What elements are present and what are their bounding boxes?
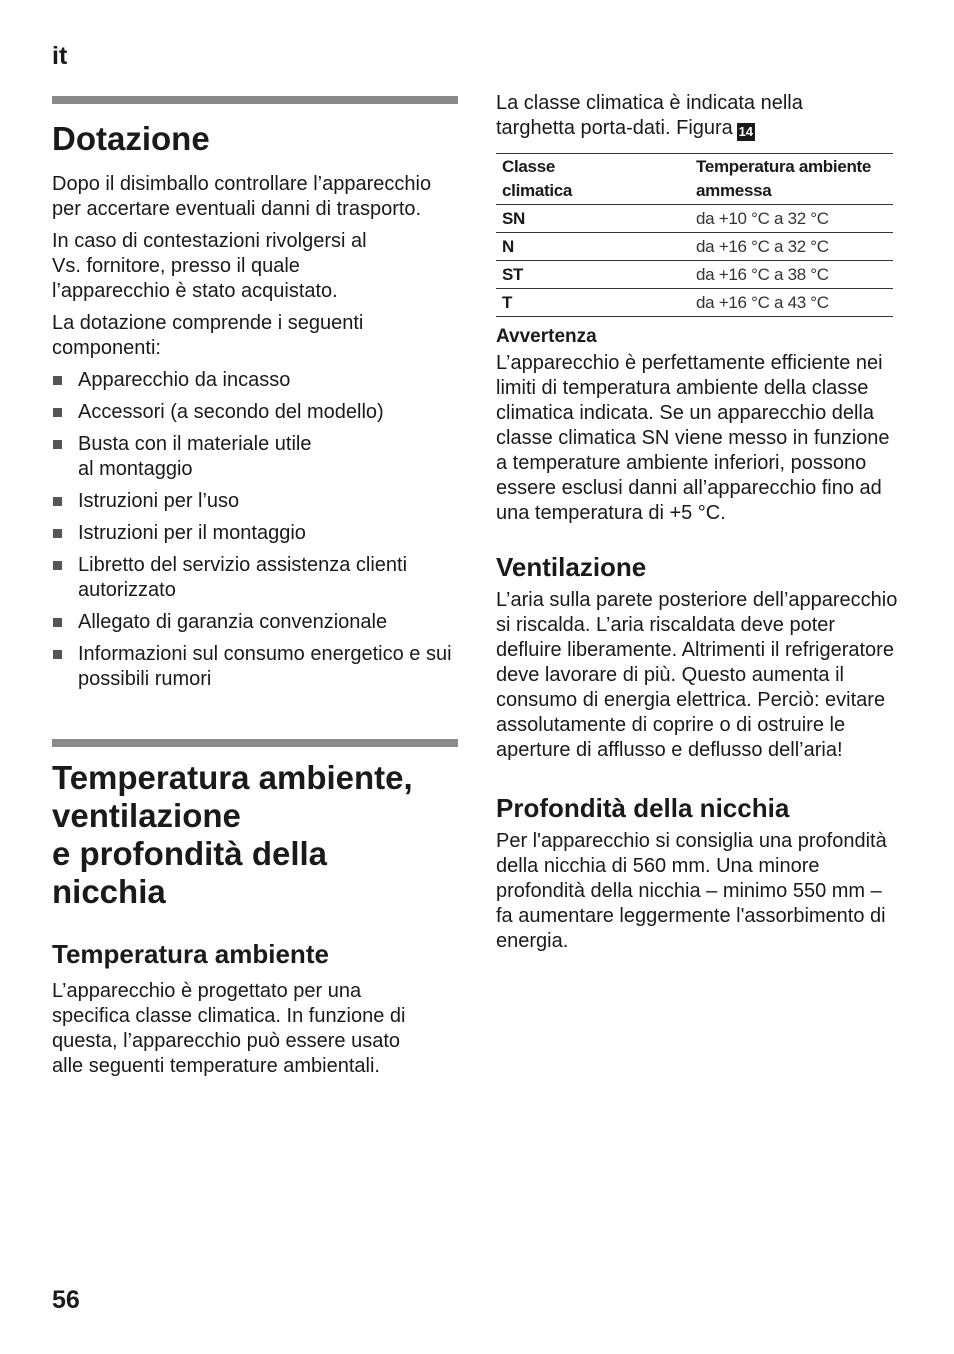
list-item: Busta con il materiale utile al montaggio bbox=[52, 432, 328, 482]
list-item: Accessori (a secondo del modello) bbox=[52, 400, 458, 425]
list-item: Apparecchio da incasso bbox=[52, 368, 458, 393]
bullet-icon bbox=[53, 376, 62, 385]
table-row bbox=[496, 233, 893, 261]
ventilazione-text: L’aria sulla parete posteriore dell’apparecchio si riscalda. L’aria riscaldata deve poter defluire liberamente. Altrimenti il refrigeratore deve lavorare di più. Questo aumenta il consumo di energia elettrica. Perciò: evitare assolutamente di coprire o di ostruire le aperture di afflusso e deflusso dell’aria! bbox=[496, 589, 898, 761]
profondita-title: Profondità della nicchia bbox=[496, 793, 790, 823]
climate-class-cell: SN bbox=[496, 205, 690, 233]
climate-class-cell: N bbox=[496, 233, 690, 261]
temperature-range-cell: da +16 °C a 32 °C bbox=[690, 233, 893, 261]
page-number: 56 bbox=[52, 1286, 80, 1314]
list-item: Istruzioni per il montaggio bbox=[52, 521, 458, 546]
note-text: L’apparecchio è perfettamente efficiente nei limiti di temperatura ambiente della classe climatica indicata. Se un apparecchio della classe climatica SN viene messo in funzione a temperature ambiente inferiori, possono essere esclusi danni all’apparecchio fino ad una temperatura di +5 °C. bbox=[496, 352, 890, 524]
profondita-text: Per l'apparecchio si consiglia una profondità della nicchia di 560 mm. Una minore profondità della nicchia – minimo 550 mm – fa aumentare leggermente l'assorbimento di energia. bbox=[496, 830, 887, 952]
temperature-range-cell: da +16 °C a 38 °C bbox=[690, 261, 893, 289]
table-row bbox=[496, 205, 893, 233]
dotazione-paragraph-1: Dopo il disimballo controllare l’apparecchio per accertare eventuali danni di trasporto. bbox=[52, 173, 432, 220]
bullet-icon bbox=[53, 561, 62, 570]
figure-ref-icon: 14 bbox=[738, 124, 754, 139]
temperature-range-cell: da +10 °C a 32 °C bbox=[690, 205, 893, 233]
bullet-icon bbox=[53, 650, 62, 659]
section-rule bbox=[52, 739, 458, 747]
temp-section-title: Temperatura ambiente, ventilazione e profondità della nicchia bbox=[52, 759, 413, 910]
list-item: Libretto del servizio assistenza clienti autorizzato bbox=[52, 553, 458, 603]
list-item: Allegato di garanzia convenzionale bbox=[52, 610, 458, 635]
table-row bbox=[496, 261, 893, 289]
climate-class-table bbox=[496, 153, 893, 317]
bullet-icon bbox=[53, 440, 62, 449]
climate-class-cell: T bbox=[496, 289, 690, 317]
temperatura-ambiente-subtitle: Temperatura ambiente bbox=[52, 939, 329, 969]
right-column bbox=[496, 91, 900, 961]
dotazione-paragraph-3: La dotazione comprende i seguenti componenti: bbox=[52, 312, 364, 359]
bullet-icon bbox=[53, 618, 62, 627]
table-header-class: Classe climatica bbox=[496, 154, 690, 205]
list-item: Informazioni sul consumo energetico e sui possibili rumori bbox=[52, 642, 458, 692]
list-item: Istruzioni per l’uso bbox=[52, 489, 458, 514]
climate-class-intro: La classe climatica è indicata nella targhetta porta-dati. Figura 14 bbox=[496, 92, 803, 139]
table-row bbox=[496, 289, 893, 317]
table-header-range: Temperatura ambiente ammessa bbox=[690, 154, 893, 205]
left-column bbox=[52, 96, 458, 1086]
climate-class-cell: ST bbox=[496, 261, 690, 289]
note-title: Avvertenza bbox=[496, 326, 597, 347]
ventilazione-title: Ventilazione bbox=[496, 552, 647, 582]
dotazione-title: Dotazione bbox=[52, 120, 210, 157]
dotazione-paragraph-2: In caso di contestazioni rivolgersi al Vs. fornitore, presso il quale l’apparecchio è stato acquistato. bbox=[52, 230, 367, 302]
component-list bbox=[52, 368, 458, 692]
bullet-icon bbox=[53, 497, 62, 506]
bullet-icon bbox=[53, 408, 62, 417]
section-rule bbox=[52, 96, 458, 104]
bullet-icon bbox=[53, 529, 62, 538]
table-header-row bbox=[496, 154, 893, 205]
language-code: it bbox=[52, 42, 68, 70]
temperatura-ambiente-text: L’apparecchio è progettato per una specifica classe climatica. In funzione di questa, l’apparecchio può essere usato alle seguenti temperature ambientali. bbox=[52, 980, 406, 1077]
temperature-range-cell: da +16 °C a 43 °C bbox=[690, 289, 893, 317]
